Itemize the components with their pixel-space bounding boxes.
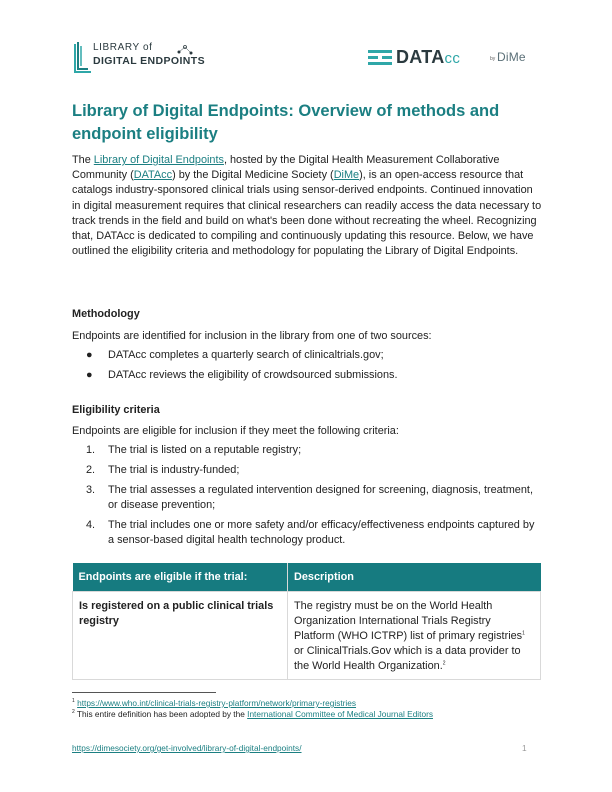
intro-text-2: , hosted by the Digital Health Measurement Collaborative Community ( xyxy=(72,154,500,182)
datacc-cc-text: cc xyxy=(444,50,461,67)
library-logo-line2: DIGITAL ENDPOINTS xyxy=(93,55,205,67)
table-header-description: Description xyxy=(288,563,541,592)
library-logo xyxy=(72,38,217,80)
list-number: 1. xyxy=(86,444,96,456)
datacc-link[interactable]: DATAcc xyxy=(133,169,173,182)
list-item xyxy=(72,443,542,458)
table-cell-criterion: Is registered on a public clinical trials registry xyxy=(73,592,288,680)
list-item-text: The trial is listed on a reputable registry; xyxy=(108,444,302,456)
list-item-text: The trial assesses a regulated intervention designed for screening, diagnosis, treatment, or disease prevention; xyxy=(108,484,533,511)
dime-link[interactable]: DiMe xyxy=(333,169,360,182)
intro-text-1: The xyxy=(72,154,94,166)
intro-text-4: ), is an open-access resource that catalogs industry-sponsored clinical trials using sensor-derived endpoints. Continued innovation in digital measurement requires that clinical researchers can readily access the data necessary to track trends in the field and build on what's been done without recreating the wheel. Recognizing that, DATAcc is dedicated to compiling and continuously updating this resource. Below, we have outlined the eligibility criteria and methodology for populating the Library of Digital Endpoints. xyxy=(72,169,542,258)
by-text: by xyxy=(490,56,496,62)
eligibility-list xyxy=(72,443,542,553)
list-item xyxy=(72,483,542,513)
list-item xyxy=(72,348,542,363)
description-text-a: The registry must be on the World Health Organization International Trials Registry Platform (WHO ICTRP) list of primary registries xyxy=(294,600,523,642)
datacc-logo xyxy=(368,46,538,70)
datacc-wordmark xyxy=(396,47,460,68)
datacc-mark-icon xyxy=(368,49,392,67)
page-number: 1 xyxy=(522,743,527,753)
footnote-1 xyxy=(72,698,356,708)
footnote-divider xyxy=(72,692,216,693)
bullet-marker: ● xyxy=(86,349,93,361)
table-cell-description xyxy=(288,592,541,680)
footnote-2 xyxy=(72,709,433,719)
list-number: 3. xyxy=(86,484,96,496)
bullet-marker: ● xyxy=(86,369,93,381)
list-item xyxy=(72,368,542,383)
page-title: Library of Digital Endpoints: Overview of methods and endpoint eligibility xyxy=(72,102,500,143)
footnote-ref-2[interactable]: 2 xyxy=(442,660,446,667)
footnote-2-link[interactable]: International Committee of Medical Journal Editors xyxy=(247,709,433,719)
methodology-text: Endpoints are identified for inclusion in the library from one of two sources: xyxy=(72,330,432,342)
list-item-text: DATAcc reviews the eligibility of crowdsourced submissions. xyxy=(108,369,398,381)
table-row xyxy=(73,592,541,680)
intro-text-3: ) by the Digital Medicine Society ( xyxy=(172,169,334,182)
dime-wordmark: DiMe xyxy=(497,50,526,64)
list-item-text: The trial includes one or more safety and/or efficacy/effectiveness endpoints captured by a sensor-based digital health technology product. xyxy=(108,519,535,546)
list-item xyxy=(72,518,542,548)
eligibility-text: Endpoints are eligible for inclusion if they meet the following criteria: xyxy=(72,425,399,437)
description-text-b: or ClinicalTrials.Gov which is a data provider to the World Health Organization. xyxy=(294,645,521,672)
footnote-number: 2 xyxy=(72,709,75,716)
methodology-heading: Methodology xyxy=(72,308,140,320)
list-item-text: DATAcc completes a quarterly search of clinicaltrials.gov; xyxy=(108,349,384,361)
footnote-2-text: This entire definition has been adopted by the xyxy=(74,709,248,719)
library-link[interactable]: Library of Digital Endpoints xyxy=(93,154,224,166)
footnote-number: 1 xyxy=(72,698,75,705)
footnote-ref-1[interactable]: 1 xyxy=(522,630,525,637)
datacc-main-text: DATA xyxy=(396,47,445,67)
table-header-row xyxy=(73,563,541,592)
footnote-1-link[interactable]: https://www.who.int/clinical-trials-registry-platform/network/primary-registries xyxy=(77,698,357,708)
eligibility-heading: Eligibility criteria xyxy=(72,404,160,416)
table-header-criterion: Endpoints are eligible if the trial: xyxy=(73,563,288,592)
methodology-list xyxy=(72,348,542,388)
eligibility-table xyxy=(72,563,541,680)
list-item-text: The trial is industry-funded; xyxy=(108,464,240,476)
list-item xyxy=(72,463,542,478)
intro-paragraph xyxy=(72,153,542,259)
footer-url-link[interactable]: https://dimesociety.org/get-involved/library-of-digital-endpoints/ xyxy=(72,743,302,753)
list-number: 4. xyxy=(86,519,96,531)
library-logo-line1: LIBRARY of xyxy=(93,42,153,53)
list-number: 2. xyxy=(86,464,96,476)
network-dots-icon xyxy=(176,44,194,56)
